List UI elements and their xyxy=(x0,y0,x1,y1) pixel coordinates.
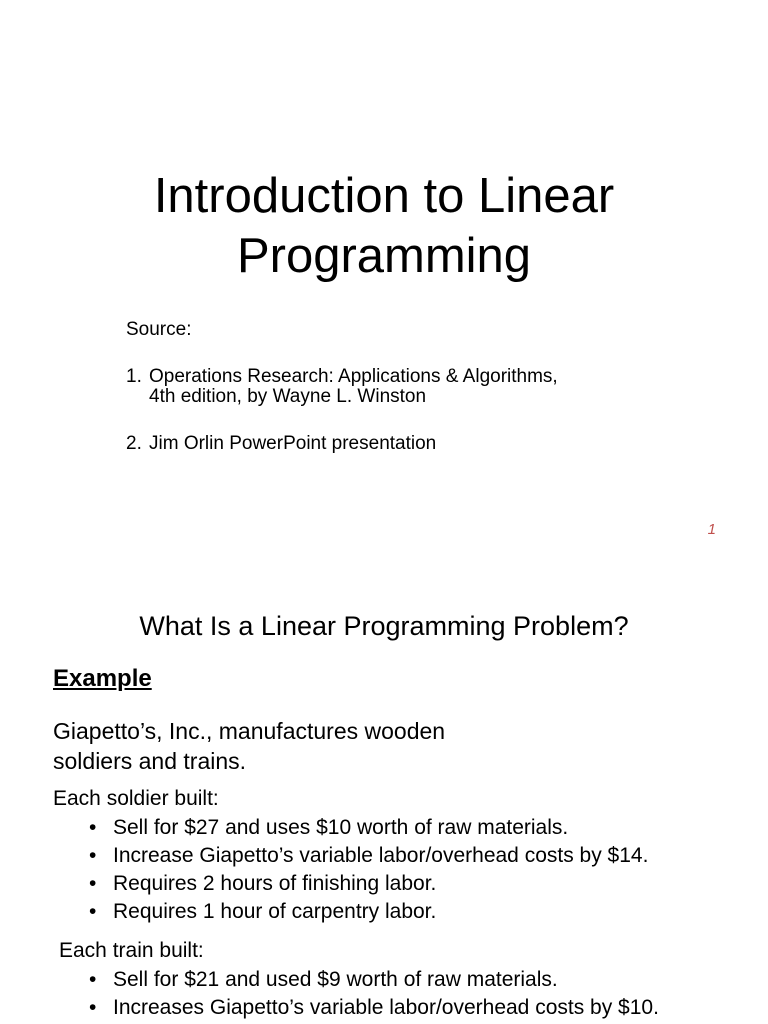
list-item xyxy=(89,994,659,1022)
bullet-icon: • xyxy=(89,900,97,923)
slide-title xyxy=(0,166,768,286)
bullet-text: Sell for $27 and uses $10 worth of raw materials. xyxy=(113,816,569,839)
soldier-heading: Each soldier built: xyxy=(53,787,219,810)
bullet-icon: • xyxy=(89,968,97,991)
soldier-bullet-list xyxy=(89,814,648,926)
bullet-text: Requires 1 hour of carpentry labor. xyxy=(113,900,437,923)
source-number: 2. xyxy=(126,433,142,454)
source-label: Source: xyxy=(126,319,192,340)
slide-2 xyxy=(0,566,768,1024)
bullet-text: Requires 2 hours of finishing labor. xyxy=(113,872,437,895)
bullet-icon: • xyxy=(89,996,97,1019)
page-number: 1 xyxy=(707,521,716,538)
train-heading: Each train built: xyxy=(59,939,204,962)
title-line: Introduction to Linear xyxy=(153,169,615,223)
source-text xyxy=(149,434,436,454)
source-text xyxy=(149,367,558,407)
list-item xyxy=(89,814,648,842)
bullet-icon: • xyxy=(89,844,97,867)
bullet-text: Increase Giapetto’s variable labor/overhead costs by $14. xyxy=(113,844,649,867)
list-item xyxy=(89,870,648,898)
list-item xyxy=(89,966,659,994)
bullet-text: Sell for $21 and used $9 worth of raw materials. xyxy=(113,968,558,991)
list-item xyxy=(89,842,648,870)
source-item xyxy=(126,434,558,454)
intro-text xyxy=(53,716,445,776)
intro-line: soldiers and trains. xyxy=(53,748,247,774)
bullet-icon: • xyxy=(89,816,97,839)
bullet-text: Increases Giapetto’s variable labor/overhead costs by $10. xyxy=(113,996,659,1019)
slide-heading: What Is a Linear Programming Problem? xyxy=(139,611,629,641)
intro-line: Giapetto’s, Inc., manufactures wooden xyxy=(53,718,446,744)
example-label: Example xyxy=(53,665,152,692)
source-list xyxy=(126,320,558,481)
source-line: Jim Orlin PowerPoint presentation xyxy=(149,433,437,454)
source-number: 1. xyxy=(126,366,142,387)
source-line: Operations Research: Applications & Algorithms, xyxy=(149,366,558,387)
train-bullet-list xyxy=(89,966,659,1022)
title-line: Programming xyxy=(236,229,532,283)
source-line: 4th edition, by Wayne L. Winston xyxy=(149,386,427,407)
source-item xyxy=(126,367,558,407)
bullet-icon: • xyxy=(89,872,97,895)
list-item xyxy=(89,898,648,926)
